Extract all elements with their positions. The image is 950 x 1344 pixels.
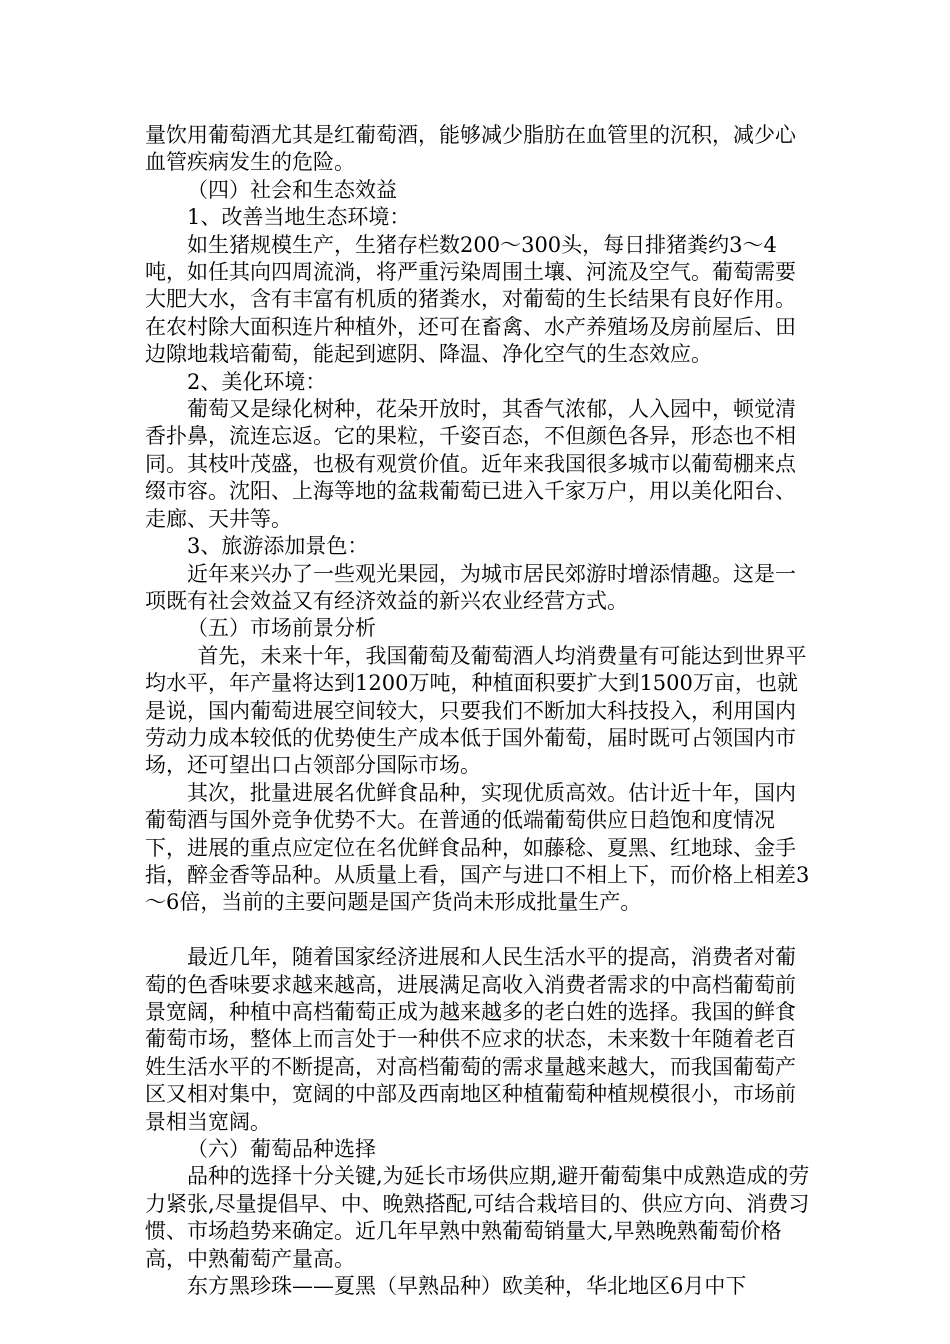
body-paragraph: 首先，未来十年，我国葡萄及葡萄酒人均消费量有可能达到世界平均水平，年产量将达到1200万吨，种植面积要扩大到1500万亩，也就是说，国内葡萄进展空间较大，只要我们不断加大科技投入，利用国内劳动力成本较低的优势使生产成本低于国外葡萄，届时既可占领国内市场，还可望出口占领部分国际市场。: [145, 643, 807, 778]
blank-line: [145, 917, 815, 944]
section-heading: （五）市场前景分析: [187, 616, 376, 641]
body-paragraph: 葡萄又是绿化树种，花朵开放时，其香气浓郁，人入园中，顿觉清香扑鼻，流连忘返。它的果粒，千姿百态，不但颜色各异，形态也不相同。其枝叶茂盛，也极有观赏价值。近年来我国很多城市以葡萄棚来点缀市容。沈阳、上海等地的盆栽葡萄已进入千家万户，用以美化阳台、走廊、天井等。: [145, 397, 796, 531]
body-paragraph: 近年来兴办了一些观光果园，为城市居民郊游时增添情趣。这是一项既有社会效益又有经济效益的新兴农业经营方式。: [145, 561, 796, 613]
body-paragraph: 量饮用葡萄酒尤其是红葡萄酒，能够减少脂肪在血管里的沉积，减少心血管疾病发生的危险。: [145, 123, 796, 175]
subsection-heading: 2、美化环境：: [187, 369, 327, 394]
section-heading: （六）葡萄品种选择: [187, 1137, 376, 1162]
subsection-heading: 3、旅游添加景色：: [187, 534, 369, 559]
body-paragraph: 其次，批量进展名优鲜食品种，实现优质高效。估计近十年，国内葡萄酒与国外竞争优势不大。在普通的低端葡萄供应日趋饱和度情况下，进展的重点应定位在名优鲜食品种，如藤稔、夏黑、红地球、金手指，醉金香等品种。从质量上看，国产与进口不相上下，而价格上相差3～6倍，当前的主要问题是国产货尚未形成批量生产。: [145, 780, 810, 915]
subsection-heading: 1、改善当地生态环境：: [187, 205, 411, 230]
document-body: [145, 122, 815, 1300]
section-heading: （四）社会和生态效益: [187, 177, 397, 202]
body-paragraph: 最近几年，随着国家经济进展和人民生活水平的提高，消费者对葡萄的色香味要求越来越高，进展满足高收入消费者需求的中高档葡萄前景宽阔，种植中高档葡萄正成为越来越多的老白姓的选择。我国的鲜食葡萄市场，整体上而言处于一种供不应求的状态，未来数十年随着老百姓生活水平的不断提高，对高档葡萄的需求量越来越大，而我国葡萄产区又相对集中，宽阔的中部及西南地区种植葡萄种植规模很小，市场前景相当宽阔。: [145, 945, 796, 1134]
body-paragraph: 如生猪规模生产，生猪存栏数200～300头，每日排猪粪约3～4吨，如任其向四周流淌，将严重污染周围土壤、河流及空气。葡萄需要大肥大水，含有丰富有机质的猪粪水，对葡萄的生长结果有良好作用。在农村除大面积连片种植外，还可在畜禽、水产养殖场及房前屋后、田边隙地栽培葡萄，能起到遮阴、降温、净化空气的生态效应。: [145, 232, 796, 367]
body-paragraph: 品种的选择十分关键,为延长市场供应期,避开葡萄集中成熟造成的劳力紧张,尽量提倡早、中、晚熟搭配,可结合栽培目的、供应方向、消费习惯、市场趋势来确定。近几年早熟中熟葡萄销量大,早熟晚熟葡萄价格高，中熟葡萄产量高。: [145, 1164, 810, 1271]
body-paragraph: 东方黑珍珠——夏黑（早熟品种）欧美种，华北地区6月中下: [187, 1274, 747, 1299]
